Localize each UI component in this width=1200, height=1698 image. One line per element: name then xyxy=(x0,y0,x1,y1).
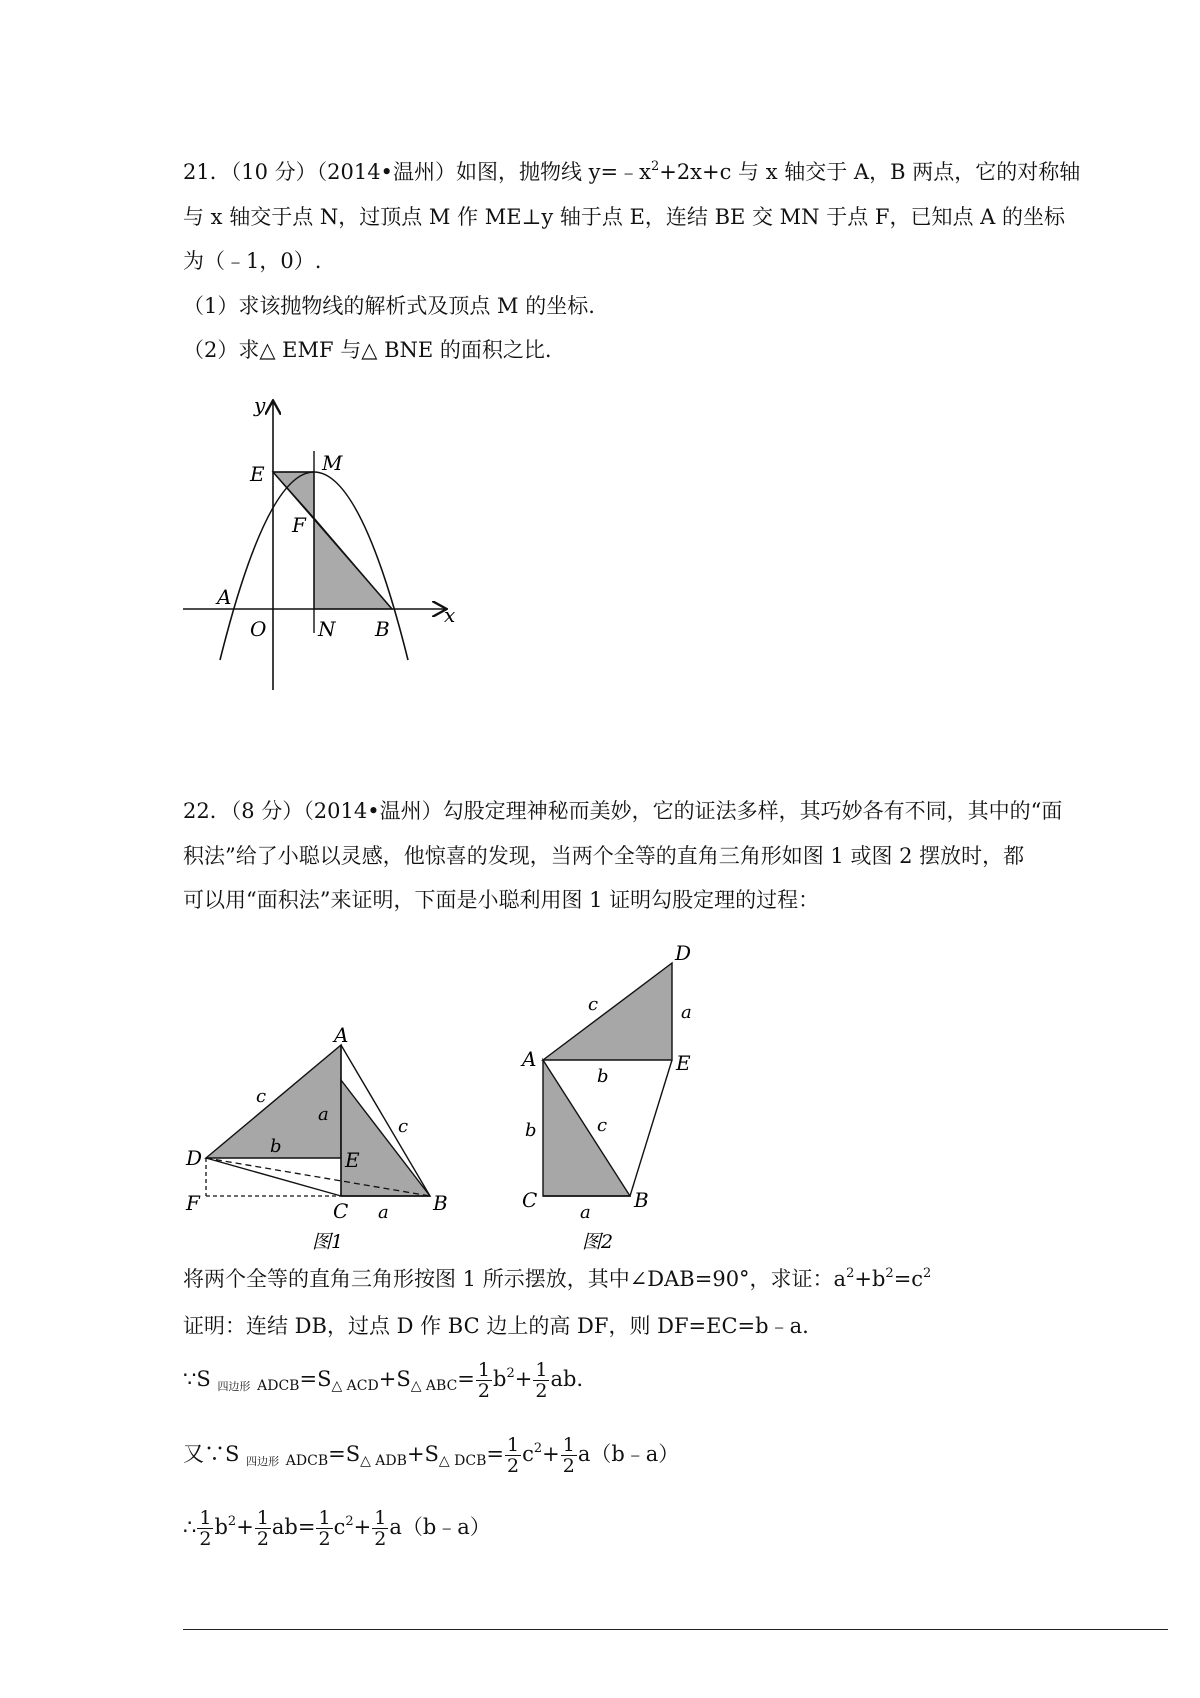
formula-subscript: ADCB xyxy=(285,1453,329,1469)
label-y: y xyxy=(254,393,266,417)
fig2-label-b-side1: b xyxy=(597,1066,609,1087)
formula-text: + xyxy=(236,1515,254,1539)
fraction-denominator: 2 xyxy=(199,1528,212,1550)
formula-text: ∵S xyxy=(183,1367,211,1391)
fig2-triangle-acb xyxy=(543,1060,630,1196)
fig2-label-d: D xyxy=(675,941,692,965)
q22-superscript: 2 xyxy=(923,1266,932,1281)
fig2-label-b-side2: b xyxy=(525,1120,537,1141)
fig1-label-f: F xyxy=(186,1191,200,1215)
q22-line-2: 积法”给了小聪以灵感，他惊喜的发现，当两个全等的直角三角形如图 1 或图 2 摆放时，都 xyxy=(183,844,1025,868)
fraction-denominator: 2 xyxy=(374,1528,387,1550)
fraction-numerator: 1 xyxy=(506,1434,520,1456)
fraction xyxy=(372,1508,388,1549)
formula-subscript: 四边形 xyxy=(246,1455,280,1468)
fraction-numerator: 1 xyxy=(256,1507,269,1529)
formula-text: +S xyxy=(378,1367,411,1391)
fig1-label-a-side: a xyxy=(318,1104,329,1125)
formula-text: +S xyxy=(406,1442,439,1466)
footer-divider xyxy=(183,1629,1168,1630)
label-a: A xyxy=(217,585,232,609)
q22-figure-1 xyxy=(175,1025,465,1265)
fig2-triangle-ade xyxy=(543,963,672,1060)
q21-parabola-figure xyxy=(170,385,470,715)
q22-proof-line-1: 证明：连结 DB，过点 D 作 BC 边上的高 DF，则 DF=EC=b﹣a. xyxy=(183,1314,809,1338)
fraction xyxy=(533,1360,549,1401)
formula-text: ∴ xyxy=(183,1515,197,1539)
q22-superscript: 2 xyxy=(885,1266,894,1281)
fraction-numerator: 1 xyxy=(535,1359,548,1381)
fig2-label-a-side2: a xyxy=(580,1202,591,1223)
formula-subscript: ADCB xyxy=(257,1378,300,1394)
fig2-label-a: A xyxy=(522,1047,537,1071)
formula-text: + xyxy=(542,1442,560,1466)
formula-superscript: 2 xyxy=(533,1441,543,1456)
fig1-label-d: D xyxy=(186,1146,203,1170)
fraction-denominator: 2 xyxy=(562,1455,575,1477)
formula-text: + xyxy=(514,1367,533,1391)
q22-proof-line-4 xyxy=(183,1508,491,1549)
fraction xyxy=(197,1508,213,1549)
formula-text: a（b﹣a） xyxy=(577,1442,680,1466)
fraction-denominator: 2 xyxy=(477,1380,490,1402)
fig1-label-a: A xyxy=(334,1025,349,1047)
fraction-denominator: 2 xyxy=(535,1380,548,1402)
q22-superscript: 2 xyxy=(846,1266,855,1281)
formula-subscript: △ ACD xyxy=(331,1378,379,1394)
fraction xyxy=(255,1508,271,1549)
q22-text: 将两个全等的直角三角形按图 1 所示摆放，其中∠DAB=90°，求证：a xyxy=(183,1267,847,1291)
formula-superscript: 2 xyxy=(227,1514,237,1529)
formula-text: b xyxy=(214,1515,228,1539)
fig1-label-e: E xyxy=(345,1148,360,1172)
fig2-caption: 图2 xyxy=(582,1231,614,1253)
fig1-caption: 图1 xyxy=(312,1231,344,1253)
q21-line-1 xyxy=(183,158,1080,186)
formula-superscript: 2 xyxy=(345,1514,354,1529)
fig1-label-a-side2: a xyxy=(378,1202,389,1223)
fraction-denominator: 2 xyxy=(256,1528,269,1550)
fraction-numerator: 1 xyxy=(374,1507,387,1529)
fraction xyxy=(505,1435,521,1476)
formula-text: ab= xyxy=(271,1515,316,1539)
label-b: B xyxy=(375,617,390,641)
formula-text: c xyxy=(333,1515,346,1539)
formula-text: = xyxy=(486,1442,504,1466)
label-o: O xyxy=(250,617,267,641)
label-e: E xyxy=(250,462,265,486)
q22-line-3: 可以用“面积法”来证明，下面是小聪利用图 1 证明勾股定理的过程： xyxy=(183,888,820,912)
fraction xyxy=(476,1360,492,1401)
formula-text: =S xyxy=(328,1442,361,1466)
label-m: M xyxy=(322,451,343,475)
q22-proof-line-3 xyxy=(183,1435,679,1476)
fig1-segment-dc xyxy=(206,1158,341,1196)
q22-line-1: 22．（8 分）（2014•温州）勾股定理神秘而美妙，它的证法多样，其巧妙各有不同，其中的“面 xyxy=(183,799,1063,823)
formula-text: 又∵S xyxy=(183,1442,240,1466)
formula-text: = xyxy=(457,1367,475,1391)
formula-text: a（b﹣a） xyxy=(389,1515,491,1539)
fraction xyxy=(316,1508,332,1549)
fig2-segment-eb xyxy=(630,1060,672,1196)
fig1-label-c-side1: c xyxy=(256,1086,267,1107)
formula-subscript: △ DCB xyxy=(438,1453,487,1469)
formula-subscript: △ ABC xyxy=(410,1378,458,1394)
label-f: F xyxy=(292,513,306,537)
formula-superscript: 2 xyxy=(506,1366,515,1381)
q21-part-2: （2）求△ EMF 与△ BNE 的面积之比. xyxy=(183,338,552,362)
fig1-label-b: B xyxy=(433,1191,448,1215)
formula-subscript: 四边形 xyxy=(217,1380,251,1393)
formula-text: =S xyxy=(299,1367,332,1391)
label-x: x xyxy=(444,603,456,627)
fraction-denominator: 2 xyxy=(506,1455,520,1477)
q21-text: 21．（10 分）（2014•温州）如图，抛物线 y=﹣x xyxy=(183,160,651,184)
fraction-numerator: 1 xyxy=(477,1359,490,1381)
fraction xyxy=(561,1435,577,1476)
fig2-label-e: E xyxy=(676,1051,691,1075)
formula-text: + xyxy=(353,1515,372,1539)
q21-part-1: （1）求该抛物线的解析式及顶点 M 的坐标. xyxy=(183,294,595,318)
q21-superscript: 2 xyxy=(650,159,660,174)
formula-text: c xyxy=(522,1442,534,1466)
fig1-label-c-side2: c xyxy=(398,1116,409,1137)
formula-text: b xyxy=(493,1367,507,1391)
fig1-label-b-side: b xyxy=(270,1136,282,1157)
q21-line-3: 为（﹣1，0）. xyxy=(183,249,322,273)
fig2-label-b: B xyxy=(634,1188,649,1212)
q21-text: +2x+c 与 x 轴交于 A，B 两点，它的对称轴 xyxy=(659,160,1081,184)
q22-statement xyxy=(183,1265,931,1293)
fraction-numerator: 1 xyxy=(199,1507,212,1529)
q22-proof-line-2 xyxy=(183,1360,583,1401)
fig1-label-c: C xyxy=(333,1199,349,1223)
fraction-denominator: 2 xyxy=(318,1528,331,1550)
fig2-label-c-side2: c xyxy=(597,1115,608,1136)
fraction-numerator: 1 xyxy=(562,1434,575,1456)
q22-figure-2 xyxy=(515,940,700,1260)
formula-subscript: △ ADB xyxy=(360,1453,407,1469)
fig1-triangle-ecb xyxy=(341,1080,430,1196)
q22-text: =c xyxy=(893,1267,924,1291)
q21-line-2: 与 x 轴交于点 N，过顶点 M 作 ME⊥y 轴于点 E，连结 BE 交 MN 于点 F，已知点 A 的坐标 xyxy=(183,205,1065,229)
fig2-label-c: C xyxy=(522,1188,538,1212)
fig2-label-a-side1: a xyxy=(681,1002,692,1023)
fig2-label-c-side1: c xyxy=(588,994,599,1015)
formula-text: ab. xyxy=(550,1367,584,1391)
label-n: N xyxy=(318,617,336,641)
fraction-numerator: 1 xyxy=(318,1507,331,1529)
q22-text: +b xyxy=(854,1267,886,1291)
